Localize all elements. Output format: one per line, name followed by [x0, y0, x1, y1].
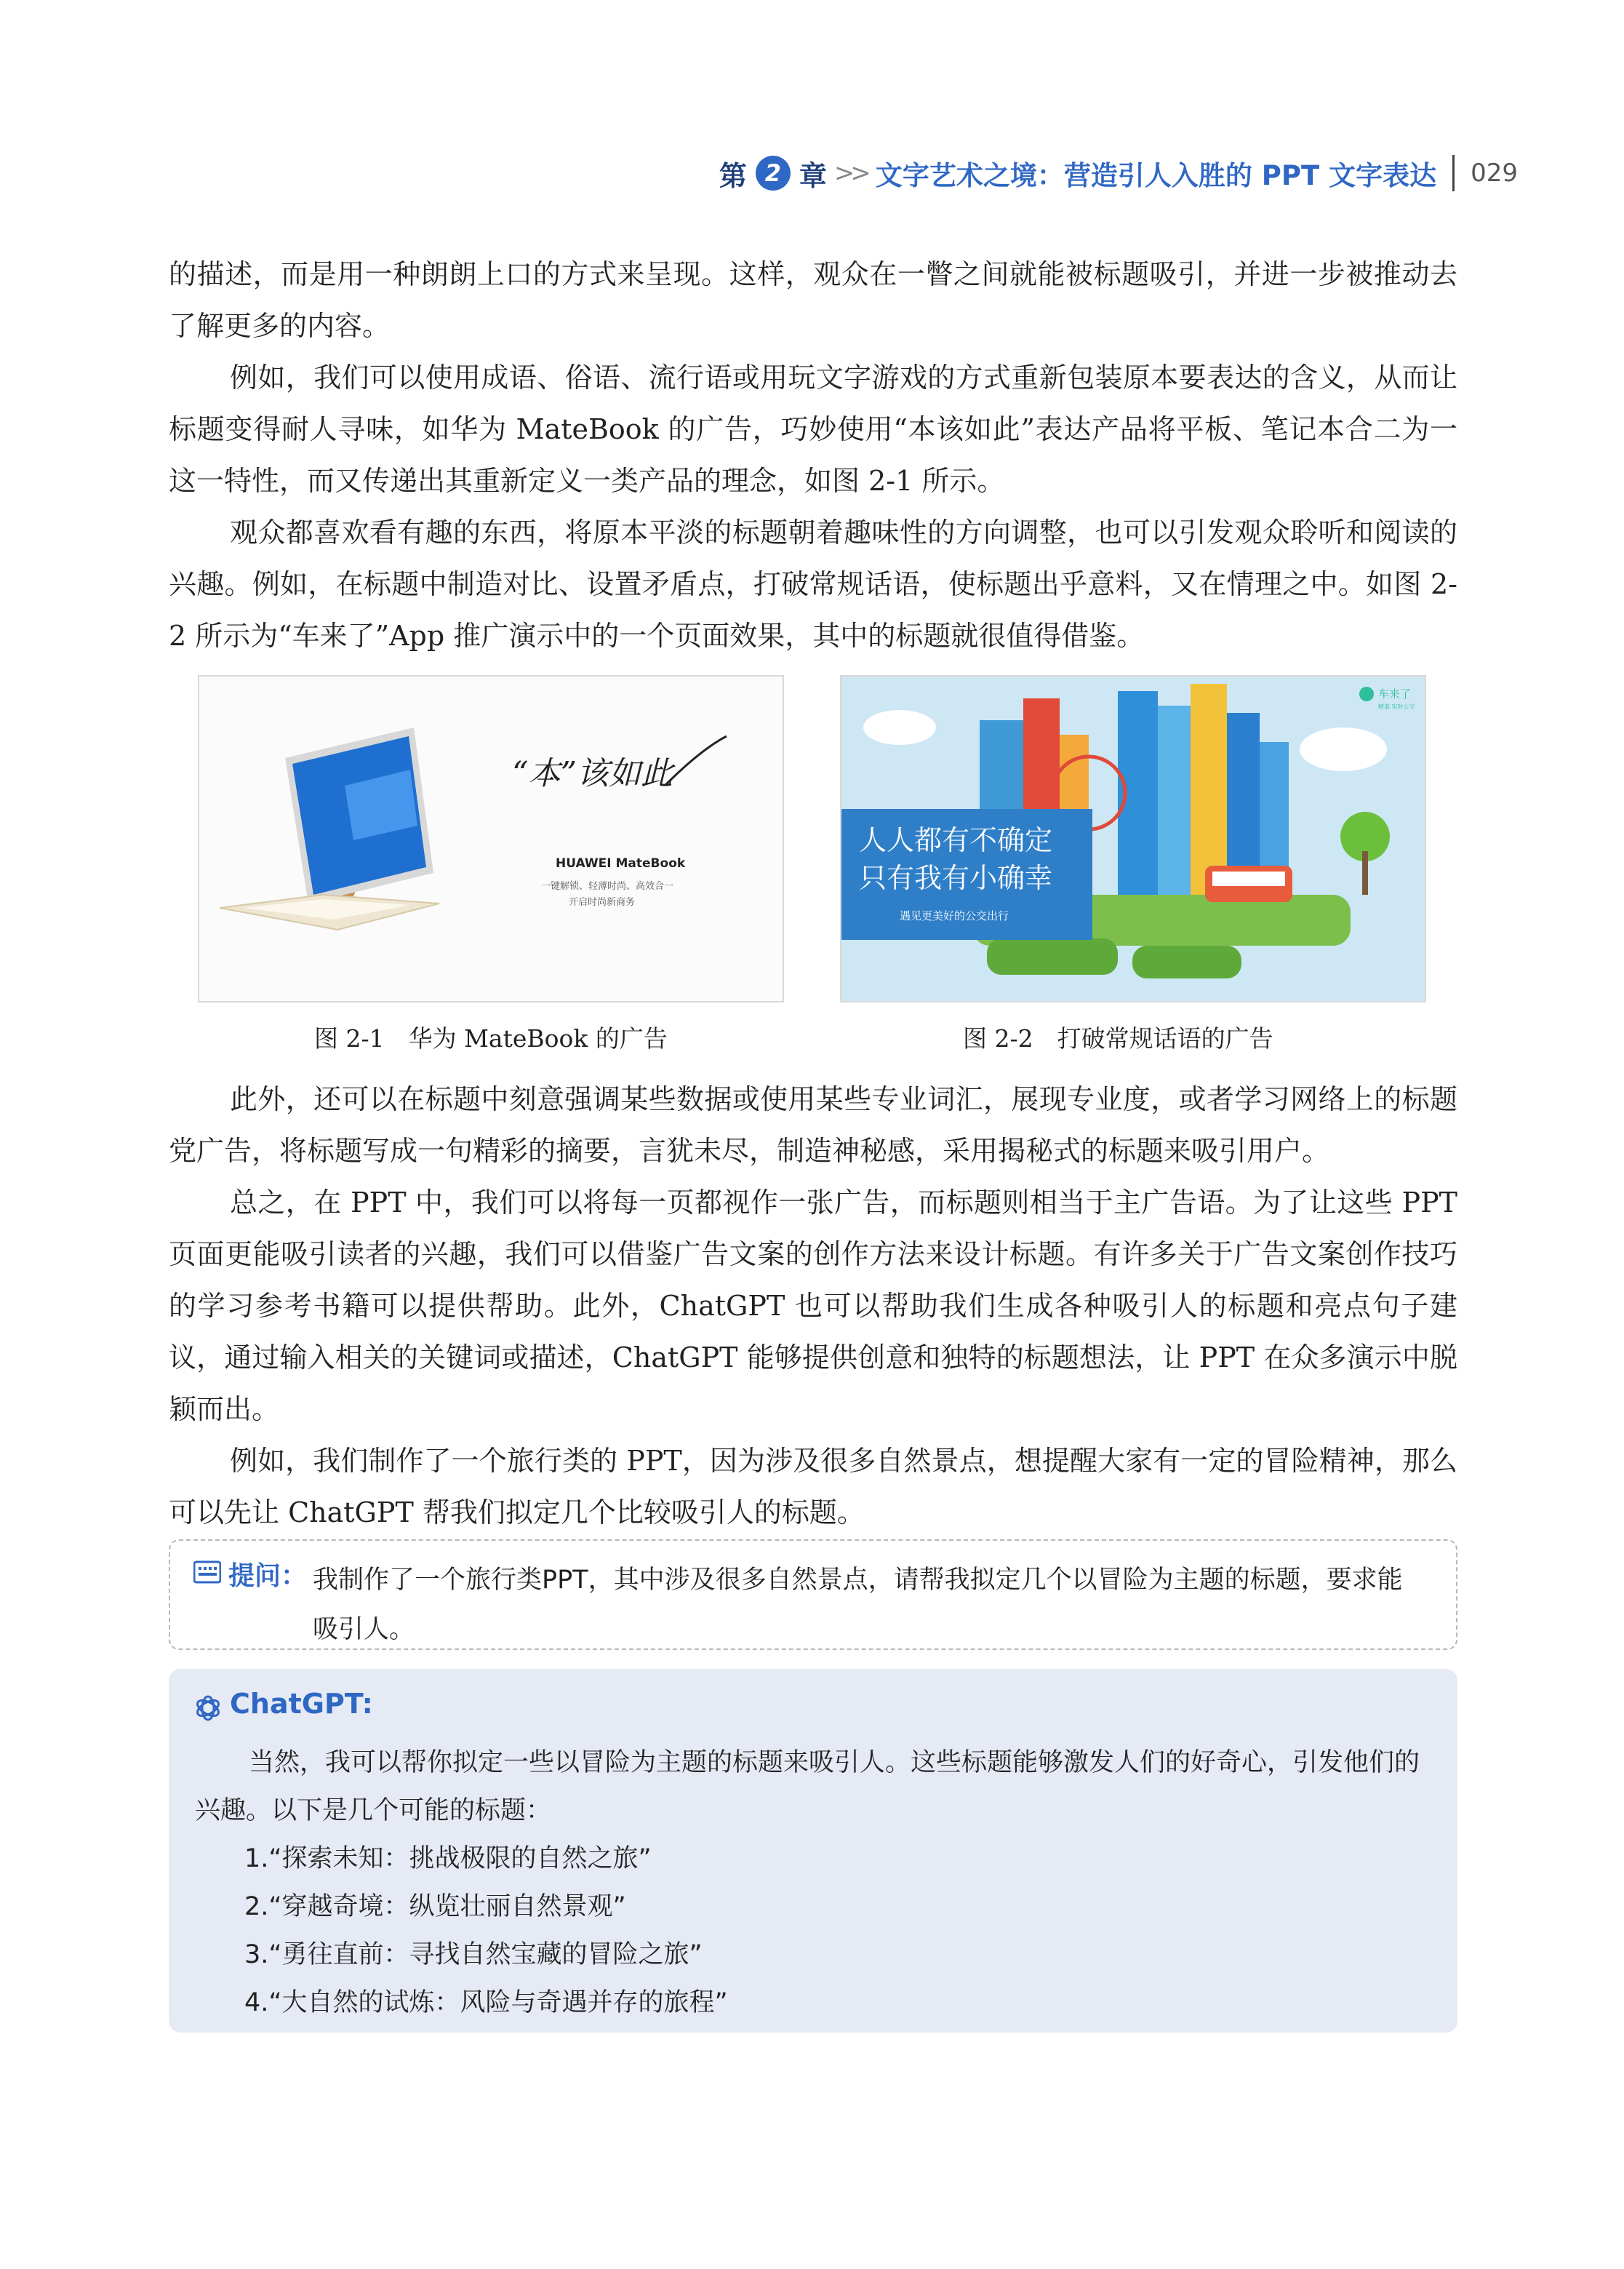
keyboard-icon: [193, 1560, 221, 1584]
tree-trunk: [1362, 851, 1368, 895]
cloud: [863, 710, 936, 745]
answer-title-list: [244, 1835, 728, 2027]
slogan-flourish: [665, 736, 727, 786]
figure-caption-2: 图 2-2 打破常规话语的广告: [963, 1024, 1273, 1053]
chapter-number-badge: 2: [756, 156, 791, 191]
headline-line-1: 人人都有不确定: [859, 824, 1053, 856]
answer-intro: 当然，我可以帮你拟定一些以冒险为主题的标题来吸引人。这些标题能够激发人们的好奇心，引发他们的兴趣。以下是几个可能的标题：: [195, 1748, 1420, 1825]
question-box: [169, 1539, 1457, 1650]
headline-line-2: 只有我有小确幸: [859, 862, 1053, 894]
city-illustration: [841, 677, 1426, 1002]
chelaile-logo-icon: [1359, 687, 1374, 701]
page-number: 029: [1471, 159, 1518, 188]
tagline-2: 开启时尚新商务: [569, 897, 636, 908]
list-item: 2.“穿越奇境：纵览壮丽自然景观”: [244, 1892, 626, 1921]
running-header: [719, 151, 1518, 195]
chapter-title: 文字艺术之境：营造引人入胜的 PPT 文字表达: [875, 160, 1437, 191]
paragraph-1: 的描述，而是用一种朗朗上口的方式来呈现。这样，观众在一瞥之间就能被标题吸引，并进一步被推动去了解更多的内容。: [169, 258, 1457, 342]
paragraph-5: 总之，在 PPT 中，我们可以将每一页都视作一张广告，而标题则相当于主广告语。为了让这些 PPT 页面更能吸引读者的兴趣，我们可以借鉴广告文案的创作方法来设计标题。有许多关于广告文案创作技巧的学习参考书籍可以提供帮助。此外，ChatGPT 也可以帮助我们生成各种吸引人的标题和亮点句子建议，通过输入相关的关键词或描述，ChatGPT 能够提供创意和独特的标题想法，让 PPT 在众多演示中脱颖而出。: [169, 1187, 1457, 1425]
tagline-1: 一键解锁、轻薄时尚、高效合一: [541, 881, 674, 892]
chapter-suffix: 章: [799, 159, 827, 192]
double-chevron-icon: >>: [833, 159, 867, 188]
list-item: 3.“勇往直前：寻找自然宝藏的冒险之旅”: [244, 1940, 703, 1969]
paragraph-3: 观众都喜欢看有趣的东西，将原本平淡的标题朝着趣味性的方向调整，也可以引发观众聆听和阅读的兴趣。例如，在标题中制造对比、设置矛盾点，打破常规话语，使标题出乎意料，又在情理之中。如图 2-2 所示为“车来了”App 推广演示中的一个页面效果，其中的标题就很值得借鉴。: [169, 517, 1457, 652]
question-text: 我制作了一个旅行类PPT，其中涉及很多自然景点，请帮我拟定几个以冒险为主题的标题，要求能吸引人。: [313, 1566, 1403, 1644]
figure-caption-1: 图 2-1 华为 MateBook 的广告: [314, 1024, 668, 1053]
chelaile-logo-text: 车来了: [1378, 687, 1412, 701]
chatgpt-answer-box: [169, 1669, 1457, 2033]
figure-chelaile-ad: [840, 675, 1426, 1002]
list-item: 4.“大自然的试炼：风险与奇遇并存的旅程”: [244, 1988, 728, 2017]
figure-matebook-ad: [198, 675, 784, 1002]
bus-windows: [1212, 872, 1285, 886]
chapter-prefix: 第: [719, 159, 747, 192]
grass-platform: [987, 938, 1118, 975]
paragraph-4: 此外，还可以在标题中刻意强调某些数据或使用某些专业词汇，展现专业度，或者学习网络上的标题党广告，将标题写成一句精彩的摘要，言犹未尽，制造神秘感，采用揭秘式的标题来吸引用户。: [169, 1083, 1457, 1167]
paragraph-2: 例如，我们可以使用成语、俗语、流行语或用玩文字游戏的方式重新包装原本要表达的含义，从而让标题变得耐人寻味，如华为 MateBook 的广告，巧妙使用“本该如此”表达产品将平板、笔记本合二为一这一特性，而又传递出其重新定义一类产品的理念，如图 2-1 所示。: [169, 362, 1457, 497]
brand-text: HUAWEI MateBook: [556, 856, 686, 871]
chelaile-logo-subtext: 精准 实时公交: [1378, 703, 1415, 710]
chatgpt-label: ChatGPT:: [230, 1688, 373, 1720]
matebook-illustration: [199, 677, 784, 1002]
headline-subline: 遇见更美好的公交出行: [900, 909, 1009, 922]
header-divider: [1452, 155, 1455, 191]
openai-logo-icon: [193, 1694, 223, 1723]
slogan-text: “本”该如此: [512, 755, 673, 792]
question-label: 提问：: [228, 1561, 308, 1591]
cloud: [1300, 727, 1387, 771]
building: [1158, 706, 1191, 902]
paragraph-6: 例如，我们制作了一个旅行类的 PPT，因为涉及很多自然景点，想提醒大家有一定的冒险精神，那么可以先让 ChatGPT 帮我们拟定几个比较吸引人的标题。: [169, 1445, 1457, 1528]
grass-platform: [1132, 946, 1241, 978]
list-item: 1.“探索未知：挑战极限的自然之旅”: [244, 1844, 652, 1873]
